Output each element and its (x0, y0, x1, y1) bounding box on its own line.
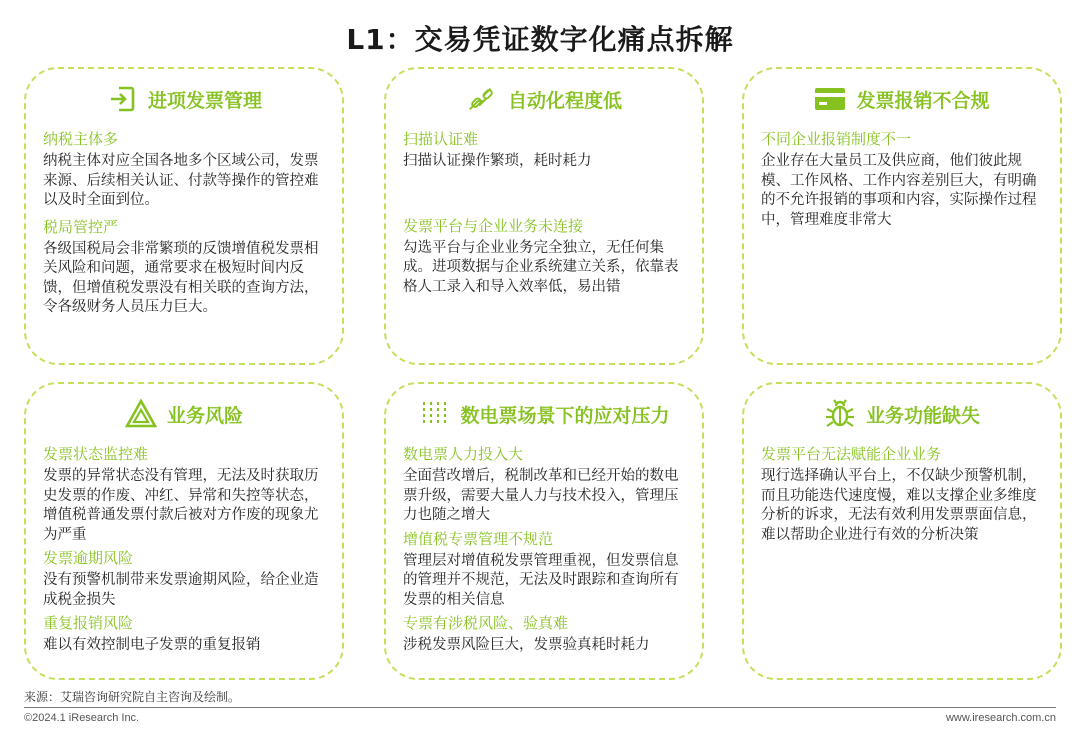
card-body (761, 444, 1048, 545)
section-text: 勾选平台与企业业务完全独立，无任何集成。进项数据与企业系统建立关系，依靠表格人工录入和导入效率低，易出错 (403, 239, 679, 295)
card-digital-invoice-pressure (384, 382, 704, 680)
card-title: 数电票场景下的应对压力 (460, 404, 670, 427)
dotted-grid-icon (418, 398, 450, 430)
section-text: 企业存在大量员工及供应商，他们彼此规模、工作风格、工作内容差别巨大，有明确的不允许报销的事项和内容，实际操作过程中，管理难度非常大 (761, 153, 1037, 228)
card-title: 自动化程度低 (507, 89, 622, 112)
section-text: 涉税发票风险巨大，发票验真耗时耗力 (403, 637, 650, 653)
section-subtitle: 重复报销风险 (43, 614, 134, 632)
card-title: 业务风险 (166, 404, 243, 427)
section-text: 没有预警机制带来发票逾期风险，给企业造成税金损失 (43, 572, 319, 608)
section-subtitle: 发票平台无法赋能企业业务 (761, 445, 942, 463)
card-body (43, 444, 330, 656)
section-text: 扫描认证操作繁琐，耗时耗力 (403, 153, 592, 169)
website-link[interactable]: www.iresearch.com.cn (945, 712, 1056, 724)
card-header (26, 398, 342, 430)
section-subtitle: 税局管控严 (43, 217, 119, 236)
card-body (761, 129, 1048, 230)
card-business-risk (24, 382, 344, 680)
section-subtitle: 发票逾期风险 (43, 549, 134, 567)
section-subtitle: 纳税主体多 (43, 130, 119, 148)
import-icon (106, 83, 138, 115)
warning-triangle-icon (125, 398, 157, 430)
card-body (403, 444, 690, 656)
card-missing-functions (742, 382, 1062, 680)
section-subtitle: 增值税专票管理不规范 (403, 529, 554, 548)
section-subtitle: 不同企业报销制度不一 (761, 130, 912, 148)
card-header (386, 83, 702, 115)
card-icon (814, 83, 846, 115)
section-subtitle: 发票平台与企业业务未连接 (403, 216, 584, 235)
card-header (744, 83, 1060, 115)
card-header (26, 83, 342, 115)
section-text: 各级国税局会非常繁琐的反馈增值税发票相关风险和问题，通常要求在极短时间内反馈，但增值税发票没有相关联的查询方法，令各级财务人员压力巨大。 (43, 240, 319, 315)
card-title: 发票报销不合规 (856, 89, 990, 112)
bug-icon (824, 398, 856, 430)
card-input-invoice (24, 67, 344, 365)
card-header (744, 398, 1060, 430)
section-text: 现行选择确认平台上，不仅缺少预警机制，而且功能迭代速度慢，难以支撑企业多维度分析的诉求，无法有效利用发票票面信息，难以帮助企业进行有效的分析决策 (761, 468, 1037, 543)
card-low-automation (384, 67, 704, 365)
section-text: 难以有效控制电子发票的重复报销 (43, 637, 261, 653)
card-title: 业务功能缺失 (865, 404, 980, 427)
section-subtitle: 扫描认证难 (403, 130, 479, 148)
footer-divider (24, 707, 1056, 708)
page-title: L1：交易凭证数字化痛点拆解 (346, 23, 734, 56)
section-text: 全面营改增后，税制改革和已经开始的数电票升级，需要大量人力与技术投入，管理压力也随之增大 (403, 468, 679, 523)
copyright: ©2024.1 iResearch Inc. (24, 712, 140, 724)
section-subtitle: 数电票人力投入大 (403, 445, 524, 463)
card-header (386, 398, 702, 430)
card-body (403, 129, 690, 297)
section-text: 纳税主体对应全国各地多个区域公司，发票来源、后续相关认证、付款等操作的管控难以及时全面到位。 (43, 153, 319, 208)
section-text: 管理层对增值税发票管理重视，但发票信息的管理并不规范，无法及时跟踪和查询所有发票的相关信息 (403, 552, 679, 608)
source-note: 来源：艾瑞咨询研究院自主咨询及绘制。 (24, 690, 241, 704)
card-body (43, 129, 330, 318)
section-text: 发票的异常状态没有管理，无法及时获取历史发票的作废、冲红、异常和失控等状态，增值税普通发票付款后被对方作废的现象尤为严重 (43, 468, 319, 543)
section-subtitle: 发票状态监控难 (43, 445, 149, 463)
broken-link-icon (466, 83, 498, 115)
card-reimbursement (742, 67, 1062, 365)
card-title: 进项发票管理 (147, 89, 262, 112)
section-subtitle: 专票有涉税风险、验真难 (403, 614, 569, 632)
